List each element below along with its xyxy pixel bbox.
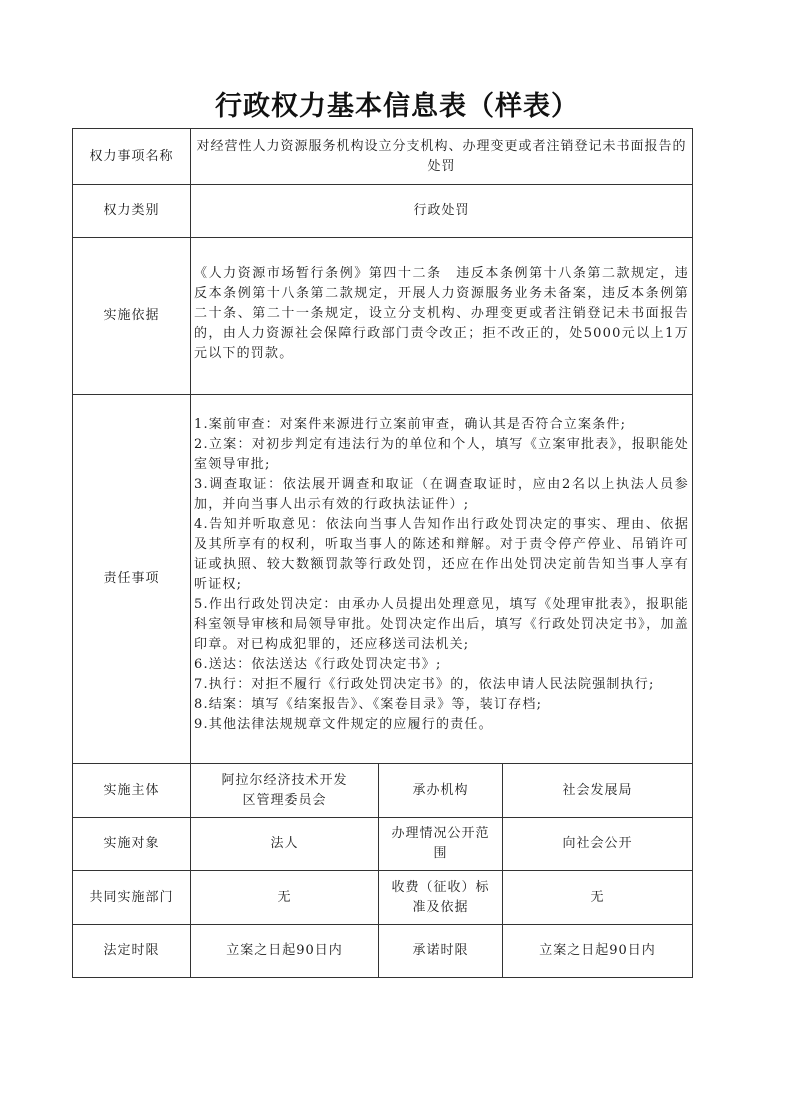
responsibilities-label: 责任事项	[73, 395, 191, 764]
fee-standard-label: 收费（征收）标准及依据	[379, 871, 503, 925]
row-responsibilities	[73, 395, 693, 764]
legal-time-limit-value: 立案之日起90日内	[191, 925, 379, 978]
joint-dept-label: 共同实施部门	[73, 871, 191, 925]
row-joint-dept	[73, 871, 693, 925]
promised-time-limit-value: 立案之日起90日内	[503, 925, 693, 978]
disclosure-scope-value: 向社会公开	[503, 818, 693, 871]
disclosure-scope-label: 办理情况公开范围	[379, 818, 503, 871]
fee-standard-value: 无	[503, 871, 693, 925]
target-label: 实施对象	[73, 818, 191, 871]
responsibility-item: 8.结案：填写《结案报告》、《案卷目录》等，装订存档;	[194, 697, 543, 712]
handling-agency-label: 承办机构	[379, 764, 503, 818]
power-name-value: 对经营性人力资源服务机构设立分支机构、办理变更或者注销登记未书面报告的处罚	[191, 129, 693, 185]
power-name-label: 权力事项名称	[73, 129, 191, 185]
implementer-label: 实施主体	[73, 764, 191, 818]
promised-time-limit-label: 承诺时限	[379, 925, 503, 978]
row-power-name	[73, 129, 693, 185]
row-power-type	[73, 185, 693, 238]
responsibility-item: 4.告知并听取意见：依法向当事人告知作出行政处罚决定的事实、理由、依据及其所享有的权利，听取当事人的陈述和辩解。对于责令停产停业、吊销许可证或执照、较大数额罚款等行政处罚，还应在作出处罚决定前告知当事人享有听证权;	[194, 517, 690, 592]
responsibility-item: 6.送达：依法送达《行政处罚决定书》;	[194, 657, 442, 672]
row-basis	[73, 238, 693, 395]
responsibility-item: 3.调查取证：依法展开调查和取证（在调查取证时，应由2名以上执法人员参加，并向当事人出示有效的行政执法证件）;	[194, 477, 690, 512]
row-target	[73, 818, 693, 871]
handling-agency-value: 社会发展局	[503, 764, 693, 818]
row-time-limit	[73, 925, 693, 978]
row-implementer	[73, 764, 693, 818]
info-table	[72, 128, 693, 978]
responsibility-item: 9.其他法律法规规章文件规定的应履行的责任。	[194, 717, 493, 732]
joint-dept-value: 无	[191, 871, 379, 925]
power-type-label: 权力类别	[73, 185, 191, 238]
responsibility-item: 1.案前审查：对案件来源进行立案前审查，确认其是否符合立案条件;	[194, 417, 627, 432]
legal-time-limit-label: 法定时限	[73, 925, 191, 978]
page-title: 行政权力基本信息表（样表）	[215, 91, 579, 122]
power-type-value: 行政处罚	[191, 185, 693, 238]
basis-label: 实施依据	[73, 238, 191, 395]
responsibility-item: 2.立案：对初步判定有违法行为的单位和个人，填写《立案审批表》，报职能处室领导审批;	[194, 437, 690, 472]
implementer-value: 阿拉尔经济技术开发区管理委员会	[191, 764, 379, 818]
basis-value: 《人力资源市场暂行条例》第四十二条 违反本条例第十八条第二款规定，违反本条例第十八条第二款规定，开展人力资源服务业务未备案，违反本条例第二十条、第二十一条规定，设立分支机构、办理变更或者注销登记未书面报告的，由人力资源社会保障行政部门责令改正；拒不改正的，处5000元以上1万元以下的罚款。	[191, 238, 693, 395]
target-value: 法人	[191, 818, 379, 871]
responsibilities-list	[191, 395, 693, 764]
responsibility-item: 7.执行：对拒不履行《行政处罚决定书》的，依法申请人民法院强制执行;	[194, 677, 655, 692]
responsibility-item: 5.作出行政处罚决定：由承办人员提出处理意见，填写《处理审批表》，报职能科室领导审核和局领导审批。处罚决定作出后，填写《行政处罚决定书》，加盖印章。对已构成犯罪的，还应移送司法机关;	[194, 597, 690, 652]
